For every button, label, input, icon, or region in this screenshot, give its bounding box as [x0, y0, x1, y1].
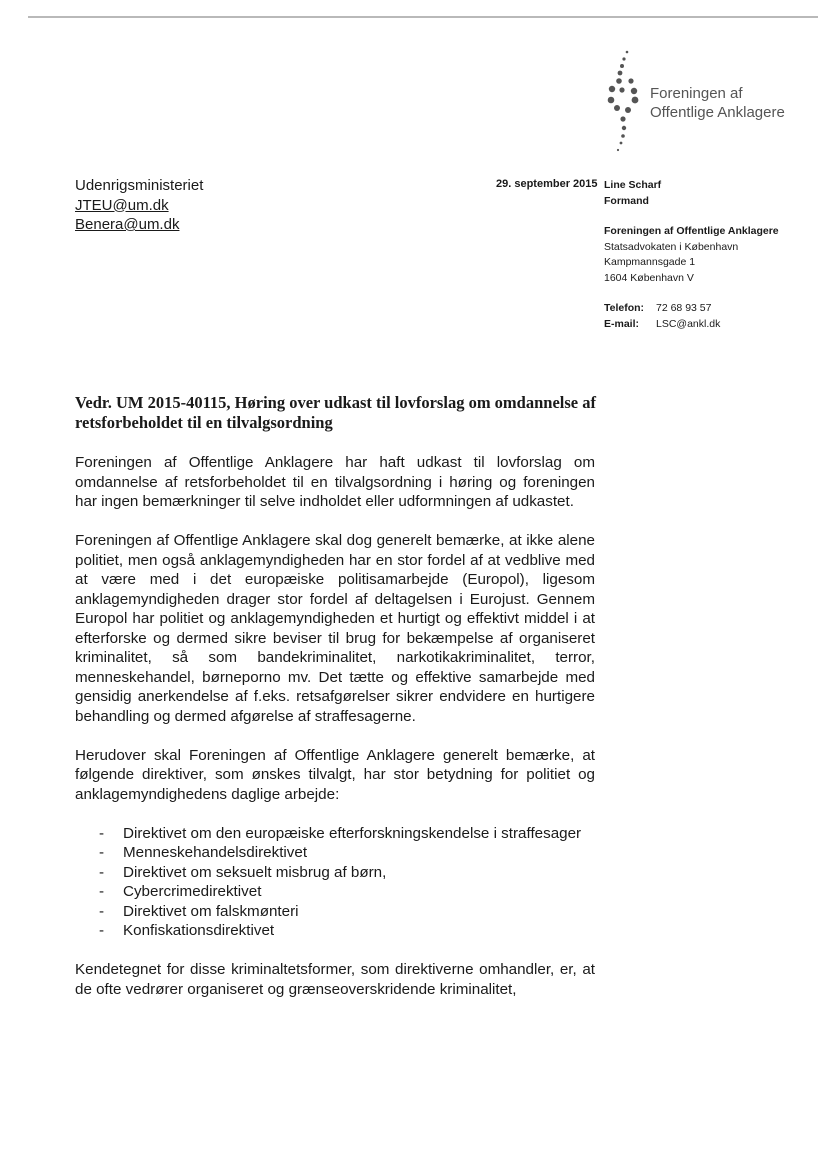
logo-line-2: Offentlige Anklagere: [650, 104, 785, 121]
directive-text: Direktivet om seksuelt misbrug af børn,: [123, 863, 387, 881]
directive-text: Direktivet om den europæiske efterforskningskendelse i straffesager: [123, 824, 582, 842]
recipient-name: Udenrigsministeriet: [75, 177, 204, 194]
bullet-dash: -: [99, 824, 105, 842]
directive-list: [75, 824, 595, 941]
phone-label: Telefon:: [604, 302, 645, 314]
sender-name: Line Scharf: [604, 179, 662, 191]
list-item: [99, 882, 595, 902]
sender-block: [604, 178, 779, 332]
logo-line-1: Foreningen af: [650, 85, 743, 102]
bullet-dash: -: [99, 844, 105, 861]
list-item: [99, 863, 595, 883]
bullet-dash: -: [99, 902, 105, 920]
bullet-dash: -: [99, 883, 105, 900]
top-rule: [28, 16, 818, 18]
recipient-email-link-2[interactable]: Benera@um.dk: [75, 216, 180, 233]
sender-organization: Foreningen af Offentlige Anklagere: [604, 225, 779, 237]
list-item: [99, 902, 595, 922]
directive-text: Cybercrimedirektivet: [123, 883, 262, 900]
letter-subject: Vedr. UM 2015-40115, Høring over udkast til lovforslag om omdannelse af retsforbeholdet til en tilvalgsordning: [75, 393, 596, 432]
list-item: [99, 921, 595, 941]
association-logo: [600, 44, 810, 162]
sender-street: Kampmannsgade 1: [604, 256, 696, 268]
list-item: [99, 824, 595, 844]
paragraph-3: Herudover skal Foreningen af Offentlige Anklagere generelt bemærke, at følgende direktiver, som ønskes tilvalgt, har stor betydning for politiet og anklagemyndighedens daglige arbejde:: [75, 746, 595, 803]
bullet-dash: -: [99, 922, 105, 939]
sender-city: 1604 København V: [604, 271, 694, 284]
email-value: LSC@ankl.dk: [656, 317, 721, 330]
paragraph-1: Foreningen af Offentlige Anklagere har haft udkast til lovforslag om omdannelse af retsforbeholdet til en tilvalgsordning i høring og foreningen har ingen bemærkninger til selve indholdet eller udformningen af udkastet.: [75, 454, 595, 510]
directive-text: Direktivet om falskmønteri: [123, 902, 299, 920]
sender-office: Statsadvokaten i København: [604, 240, 739, 253]
sender-phone-row: [604, 301, 779, 317]
directive-text: Konfiskationsdirektivet: [123, 922, 275, 939]
directive-text: Menneskehandelsdirektivet: [123, 844, 308, 861]
bullet-dash: -: [99, 863, 105, 881]
phone-value: 72 68 93 57: [656, 302, 712, 314]
recipient-email-link-1[interactable]: JTEU@um.dk: [75, 196, 169, 214]
paragraph-2: Foreningen af Offentlige Anklagere skal dog generelt bemærke, at ikke alene politiet, men også anklagemyndigheden har en stor fordel af at vedblive med at være med i det europæiske politisamarbejde (Europol), ligesom anklagemyndigheden drager stor fordel af deltagelsen i Eurojust. Gennem Europol har politiet og anklagemyndigheden et hurtigt og effektivt middel i at efterforske og dermed sikre beviser til brug for bekæmpelse af organiseret kriminalitet, så som bandekriminalitet, narkotikakriminalitet, terror, menneskehandel, børneporno mv. Det tætte og effektive samarbejde med gensidig anerkendelse af f.eks. retsafgørelser sikrer endvidere en hurtigere behandling og dermed afgørelse af straffesagerne.: [75, 532, 595, 725]
recipient-block: [75, 176, 203, 235]
letter-date: 29. september 2015: [496, 178, 598, 190]
logo-wordmark: [650, 84, 785, 122]
email-label: E-mail:: [604, 317, 640, 330]
logo-dots-icon: [600, 44, 648, 162]
letter-body: [75, 453, 595, 1019]
sender-email-row: [604, 317, 779, 333]
paragraph-4: Kendetegnet for disse kriminaltetsformer, som direktiverne omhandler, er, at de ofte vedrører organiseret og grænseoverskridende kriminalitet,: [75, 961, 595, 998]
sender-title: Formand: [604, 194, 649, 207]
list-item: [99, 843, 595, 863]
